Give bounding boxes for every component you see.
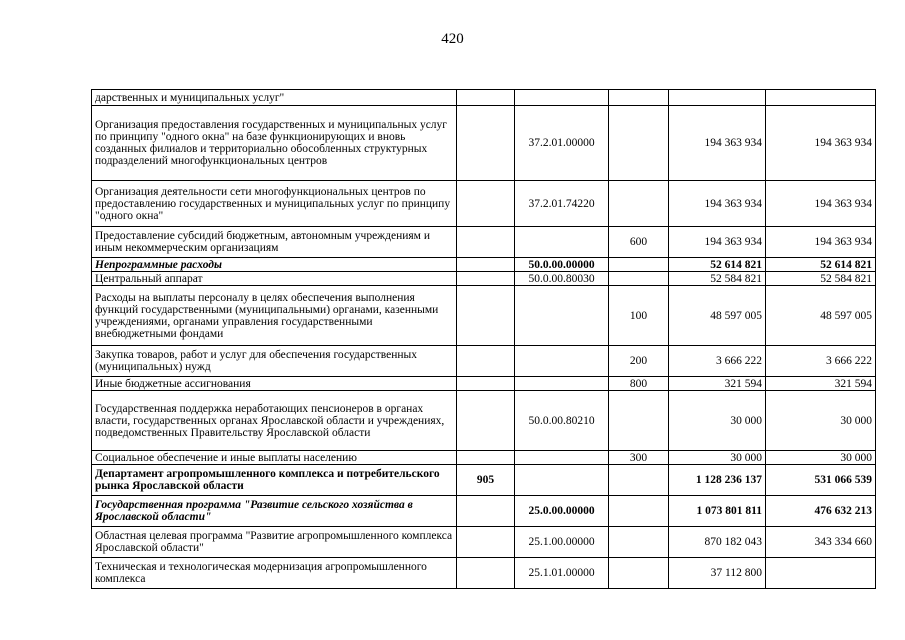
row-sum-first-cell: 1 073 801 811 <box>669 496 766 527</box>
row-dept-code-cell <box>457 391 515 451</box>
page-number: 420 <box>441 31 464 47</box>
row-sum-second-cell <box>766 558 876 589</box>
row-dept-code-cell <box>457 377 515 391</box>
row-target-code-cell <box>515 227 609 258</box>
row-expense-type-cell: 600 <box>609 227 669 258</box>
row-sum-second-cell: 321 594 <box>766 377 876 391</box>
table-row <box>92 227 876 258</box>
row-expense-type-cell <box>609 181 669 227</box>
row-target-code-cell <box>515 377 609 391</box>
row-sum-first-cell: 37 112 800 <box>669 558 766 589</box>
row-dept-code-cell <box>457 181 515 227</box>
table-row <box>92 558 876 589</box>
row-target-code-cell <box>515 286 609 346</box>
row-expense-type-cell: 800 <box>609 377 669 391</box>
row-sum-second-cell: 52 584 821 <box>766 272 876 286</box>
row-sum-second-cell: 52 614 821 <box>766 258 876 272</box>
row-target-code-cell <box>515 90 609 106</box>
row-name-cell: Непрограммные расходы <box>92 258 457 272</box>
row-name-cell: Областная целевая программа "Развитие агропромышленного комплекса Ярославской области" <box>92 527 457 558</box>
table-row <box>92 451 876 465</box>
row-expense-type-cell: 100 <box>609 286 669 346</box>
row-dept-code-cell <box>457 272 515 286</box>
row-target-code-cell: 50.0.00.00000 <box>515 258 609 272</box>
row-target-code-cell: 25.1.00.00000 <box>515 527 609 558</box>
row-sum-second-cell: 194 363 934 <box>766 227 876 258</box>
budget-table <box>91 89 876 589</box>
row-target-code-cell: 50.0.00.80030 <box>515 272 609 286</box>
row-target-code-cell: 50.0.00.80210 <box>515 391 609 451</box>
budget-table-body <box>92 90 876 589</box>
row-sum-second-cell: 531 066 539 <box>766 465 876 496</box>
row-dept-code-cell: 905 <box>457 465 515 496</box>
table-row <box>92 391 876 451</box>
row-target-code-cell <box>515 346 609 377</box>
row-name-cell: Расходы на выплаты персоналу в целях обеспечения выполнения функций государственными (муниципальными) органами, казенными учреждениями, органами управления государственными внебюджетными фондами <box>92 286 457 346</box>
row-dept-code-cell <box>457 496 515 527</box>
row-expense-type-cell <box>609 258 669 272</box>
row-expense-type-cell <box>609 106 669 181</box>
table-row <box>92 286 876 346</box>
row-sum-first-cell <box>669 90 766 106</box>
table-row <box>92 106 876 181</box>
row-name-cell: Центральный аппарат <box>92 272 457 286</box>
row-expense-type-cell <box>609 465 669 496</box>
row-sum-first-cell: 52 584 821 <box>669 272 766 286</box>
row-sum-second-cell: 30 000 <box>766 451 876 465</box>
row-target-code-cell: 37.2.01.74220 <box>515 181 609 227</box>
table-row <box>92 527 876 558</box>
row-sum-first-cell: 194 363 934 <box>669 106 766 181</box>
row-dept-code-cell <box>457 227 515 258</box>
table-row <box>92 465 876 496</box>
row-name-cell: Иные бюджетные ассигнования <box>92 377 457 391</box>
row-sum-second-cell: 194 363 934 <box>766 181 876 227</box>
row-sum-second-cell <box>766 90 876 106</box>
row-sum-second-cell: 48 597 005 <box>766 286 876 346</box>
row-sum-second-cell: 30 000 <box>766 391 876 451</box>
row-dept-code-cell <box>457 286 515 346</box>
table-row <box>92 181 876 227</box>
table-row <box>92 377 876 391</box>
row-sum-first-cell: 870 182 043 <box>669 527 766 558</box>
row-name-cell: Департамент агропромышленного комплекса и потребительского рынка Ярославской области <box>92 465 457 496</box>
row-dept-code-cell <box>457 90 515 106</box>
row-name-cell: Государственная программа "Развитие сельского хозяйства в Ярославской области" <box>92 496 457 527</box>
row-target-code-cell <box>515 465 609 496</box>
row-name-cell: Государственная поддержка неработающих пенсионеров в органах власти, государственных органах Ярославской области и учреждениях, подведомственных Правительству Ярославской области <box>92 391 457 451</box>
row-target-code-cell: 25.0.00.00000 <box>515 496 609 527</box>
row-sum-first-cell: 194 363 934 <box>669 181 766 227</box>
row-sum-first-cell: 1 128 236 137 <box>669 465 766 496</box>
row-sum-first-cell: 194 363 934 <box>669 227 766 258</box>
row-expense-type-cell: 200 <box>609 346 669 377</box>
row-sum-first-cell: 52 614 821 <box>669 258 766 272</box>
row-name-cell: Предоставление субсидий бюджетным, автономным учреждениям и иным некоммерческим организациям <box>92 227 457 258</box>
row-sum-second-cell: 476 632 213 <box>766 496 876 527</box>
row-expense-type-cell <box>609 391 669 451</box>
row-expense-type-cell <box>609 558 669 589</box>
row-sum-second-cell: 343 334 660 <box>766 527 876 558</box>
row-dept-code-cell <box>457 558 515 589</box>
row-sum-first-cell: 30 000 <box>669 451 766 465</box>
row-dept-code-cell <box>457 346 515 377</box>
row-target-code-cell <box>515 451 609 465</box>
row-name-cell: Социальное обеспечение и иные выплаты населению <box>92 451 457 465</box>
row-expense-type-cell <box>609 90 669 106</box>
table-row <box>92 496 876 527</box>
row-sum-second-cell: 3 666 222 <box>766 346 876 377</box>
row-expense-type-cell <box>609 272 669 286</box>
row-target-code-cell: 25.1.01.00000 <box>515 558 609 589</box>
row-sum-first-cell: 3 666 222 <box>669 346 766 377</box>
row-sum-first-cell: 30 000 <box>669 391 766 451</box>
row-name-cell: Закупка товаров, работ и услуг для обеспечения государственных (муниципальных) нужд <box>92 346 457 377</box>
row-name-cell: Организация деятельности сети многофункциональных центров по предоставлению государственных и муниципальных услуг по принципу "одного окна" <box>92 181 457 227</box>
table-row <box>92 90 876 106</box>
row-target-code-cell: 37.2.01.00000 <box>515 106 609 181</box>
row-sum-first-cell: 321 594 <box>669 377 766 391</box>
table-row <box>92 272 876 286</box>
row-expense-type-cell <box>609 527 669 558</box>
table-row <box>92 258 876 272</box>
row-sum-first-cell: 48 597 005 <box>669 286 766 346</box>
row-sum-second-cell: 194 363 934 <box>766 106 876 181</box>
row-name-cell: дарственных и муниципальных услуг" <box>92 90 457 106</box>
row-expense-type-cell <box>609 496 669 527</box>
row-dept-code-cell <box>457 258 515 272</box>
row-dept-code-cell <box>457 106 515 181</box>
row-name-cell: Организация предоставления государственных и муниципальных услуг по принципу "одного окна" на базе функционирующих и вновь созданных филиалов и территориально обособленных структурных подразделений многофункциональных центров <box>92 106 457 181</box>
row-dept-code-cell <box>457 527 515 558</box>
row-name-cell: Техническая и технологическая модернизация агропромышленного комплекса <box>92 558 457 589</box>
table-row <box>92 346 876 377</box>
row-expense-type-cell: 300 <box>609 451 669 465</box>
row-dept-code-cell <box>457 451 515 465</box>
